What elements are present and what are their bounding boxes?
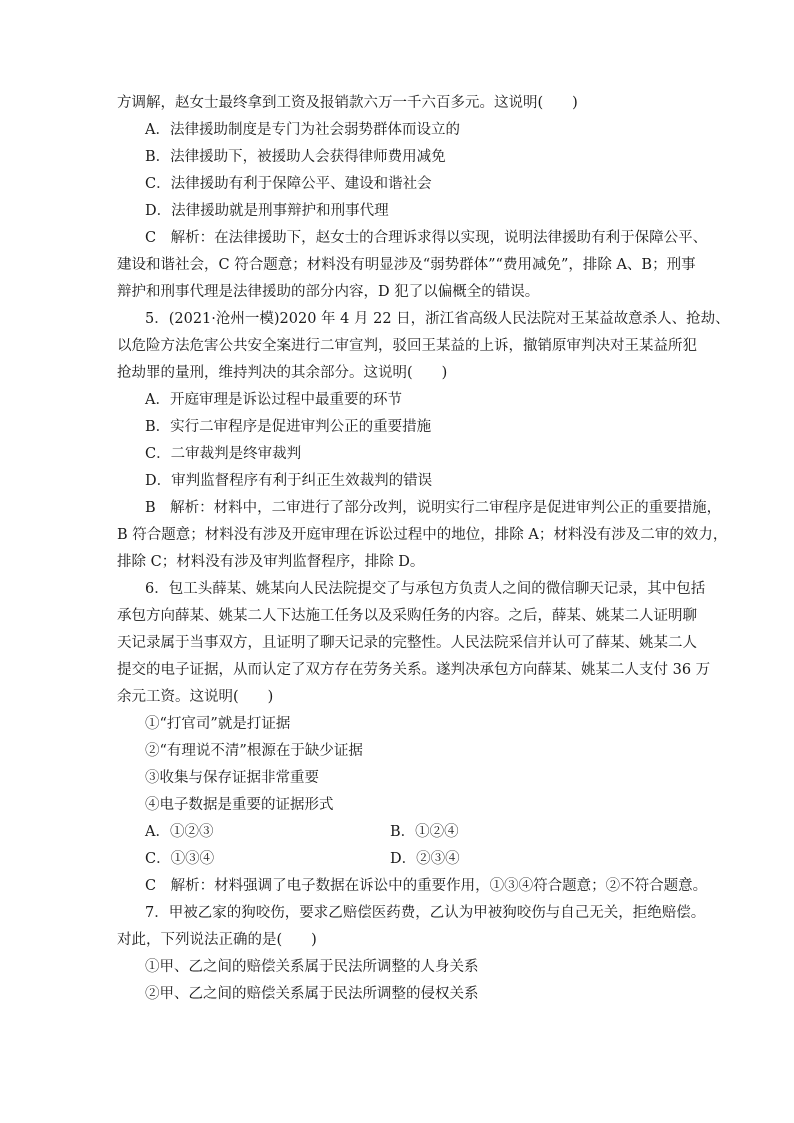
text-line: ③收集与保存证据非常重要: [145, 770, 319, 786]
text-line: C 解析：在法律援助下，赵女士的合理诉求得以实现，说明法律援助有利于保障公平、: [145, 230, 708, 246]
text-line: 7．甲被乙家的狗咬伤，要求乙赔偿医药费，乙认为甲被狗咬伤与自己无关，拒绝赔偿。: [145, 905, 706, 921]
text-line: 余元工资。这说明( ): [117, 689, 274, 705]
text-line: C 解析：材料强调了电子数据在诉讼中的重要作用，①③④符合题意；②不符合题意。: [145, 878, 708, 894]
text-line: ②“有理说不清”根源在于缺少证据: [145, 743, 363, 759]
text-block-after: [117, 873, 708, 1008]
text-line: A．开庭审理是诉讼过程中最重要的环节: [145, 392, 402, 408]
text-line: C．法律援助有利于保障公平、建设和谐社会: [145, 176, 432, 192]
option-right: D．②③④: [390, 851, 460, 867]
text-line: 以危险方法危害公共安全案进行二审宣判，驳回王某益的上诉，撤销原审判决对王某益所犯: [117, 338, 697, 354]
text-line: ①甲、乙之间的赔偿关系属于民法所调整的人身关系: [145, 959, 479, 975]
text-block-main: [117, 90, 730, 819]
text-line: B．实行二审程序是促进审判公正的重要措施: [145, 419, 432, 435]
text-line: 6．包工头薛某、姚某向人民法院提交了与承包方负责人之间的微信聊天记录，其中包括: [145, 581, 706, 597]
text-line: 对此，下列说法正确的是( ): [117, 932, 317, 948]
text-line: 辩护和刑事代理是法律援助的部分内容，D 犯了以偏概全的错误。: [117, 284, 540, 300]
option-row: [117, 819, 677, 846]
text-line: 方调解，赵女士最终拿到工资及报销款六万一千六百多元。这说明( ): [117, 95, 578, 111]
text-line: B 符合题意；材料没有涉及开庭审理在诉讼过程中的地位，排除 A；材料没有涉及二审的效力，: [117, 527, 728, 543]
text-line: D．审判监督程序有利于纠正生效裁判的错误: [145, 473, 433, 489]
text-line: 5．(2021·沧州一模)2020 年 4 月 22 日，浙江省高级人民法院对王某益故意杀人、抢劫、: [145, 311, 730, 327]
text-line: 天记录属于当事双方，且证明了聊天记录的完整性。人民法院采信并认可了薛某、姚某二人: [117, 635, 697, 651]
text-line: 排除 C；材料没有涉及审判监督程序，排除 D。: [117, 554, 425, 570]
option-left: A．①②③: [145, 824, 214, 840]
text-line: 抢劫罪的量刑，维持判决的其余部分。这说明( ): [117, 365, 448, 381]
text-line: D．法律援助就是刑事辩护和刑事代理: [145, 203, 389, 219]
option-left: C．①③④: [145, 851, 215, 867]
text-line: ④电子数据是重要的证据形式: [145, 797, 334, 813]
text-line: B 解析：材料中，二审进行了部分改判，说明实行二审程序是促进审判公正的重要措施，: [145, 500, 722, 516]
text-line: 承包方向薛某、姚某二人下达施工任务以及采购任务的内容。之后，薛某、姚某二人证明聊: [117, 608, 697, 624]
option-right: B．①②④: [390, 824, 459, 840]
text-line: ②甲、乙之间的赔偿关系属于民法所调整的侵权关系: [145, 986, 479, 1002]
text-line: 提交的电子证据，从而认定了双方存在劳务关系。遂判决承包方向薛某、姚某二人支付 36 万: [117, 662, 711, 678]
question-6-options: [117, 819, 677, 873]
text-line: B．法律援助下，被援助人会获得律师费用减免: [145, 149, 446, 165]
text-line: ①“打官司”就是打证据: [145, 716, 291, 732]
text-line: C．二审裁判是终审裁判: [145, 446, 302, 462]
text-line: A．法律援助制度是专门为社会弱势群体而设立的: [145, 122, 460, 138]
option-row: [117, 846, 677, 873]
document-body: [117, 90, 730, 1008]
text-line: 建设和谐社会，C 符合题意；材料没有明显涉及“弱势群体”“费用减免”，排除 A、B；刑事: [117, 257, 696, 273]
